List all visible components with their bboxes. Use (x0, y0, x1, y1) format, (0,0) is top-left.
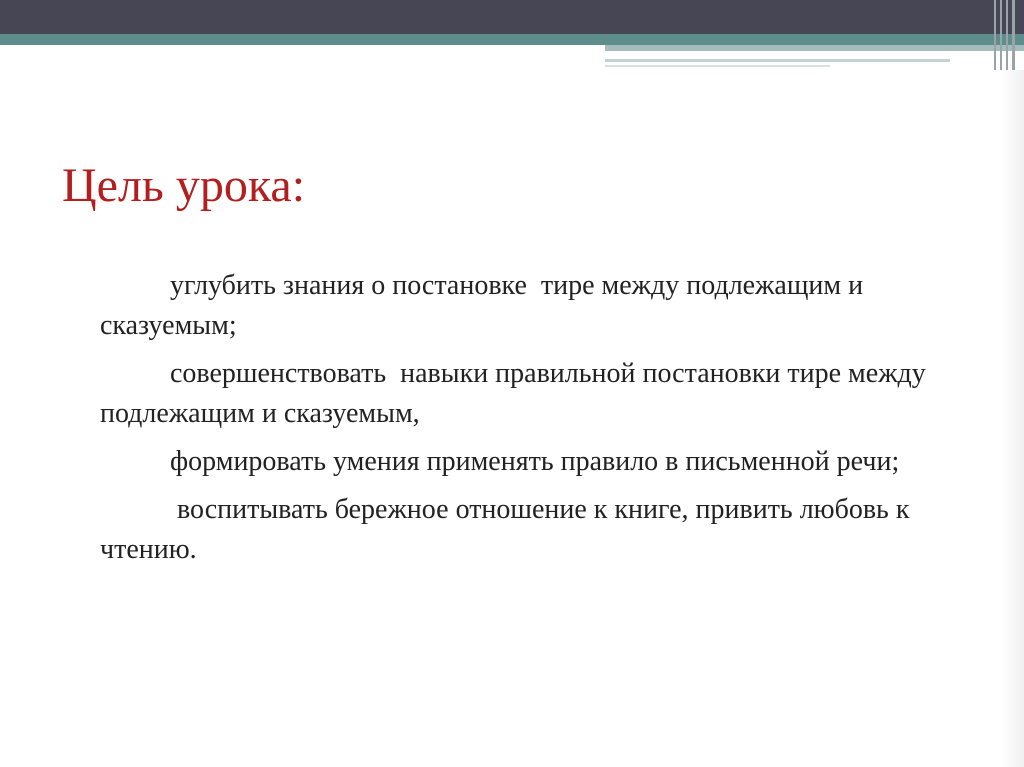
header-thin-bar-2 (605, 65, 830, 67)
goal-paragraph-2: совершенствовать навыки правильной постановки тире между подлежащим и сказуемым, (100, 358, 933, 429)
header-thin-bar (605, 59, 950, 62)
corner-decoration (994, 0, 1024, 70)
header-dark-bar (0, 0, 1024, 34)
header-teal-bar (0, 34, 1024, 45)
slide-edge-shadow (1002, 70, 1024, 767)
slide-title: Цель урока: (62, 159, 306, 212)
slide-body (100, 266, 950, 578)
goal-paragraph-4: воспитывать бережное отношение к книге, привить любовь к чтению. (100, 494, 917, 565)
header-grey-bar (605, 45, 1024, 51)
goal-paragraph-3: формировать умения применять правило в письменной речи; (100, 446, 900, 477)
goal-paragraph-1: углубить знания о постановке тире между подлежащим и сказуемым; (100, 270, 871, 341)
